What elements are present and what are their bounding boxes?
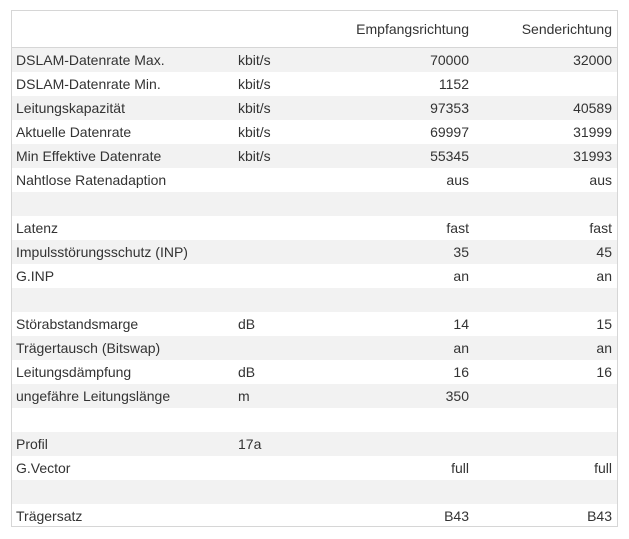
table-row [12, 264, 617, 288]
table-row [12, 312, 617, 336]
row-downstream-value: 55345 [430, 148, 469, 164]
row-downstream-value: 350 [445, 388, 469, 404]
row-unit: dB [238, 364, 256, 380]
row-downstream-value: 70000 [430, 52, 469, 68]
row-upstream-value: an [596, 340, 612, 356]
row-upstream-value: 15 [596, 316, 612, 332]
row-label: Impulsstörungsschutz (INP) [16, 244, 188, 260]
row-downstream-value: full [451, 460, 469, 476]
table-row [12, 216, 617, 240]
row-unit: dB [238, 316, 256, 332]
row-upstream-value: 31993 [573, 148, 612, 164]
row-upstream-value: B43 [587, 508, 612, 524]
row-label: ungefähre Leitungslänge [16, 388, 171, 404]
row-unit: m [238, 388, 250, 404]
row-unit: kbit/s [238, 52, 271, 68]
table-row [12, 408, 617, 432]
row-label: Trägertausch (Bitswap) [16, 340, 161, 356]
table-row [12, 120, 617, 144]
row-unit: 17a [238, 436, 262, 452]
row-downstream-value: fast [446, 220, 469, 236]
row-label: Min Effektive Datenrate [16, 148, 162, 164]
table-row [12, 384, 617, 408]
table-row [12, 480, 617, 504]
row-downstream-value: 35 [453, 244, 469, 260]
row-label: Störabstandsmarge [16, 316, 139, 332]
table-row [12, 504, 617, 528]
table-row [12, 144, 617, 168]
table-row [12, 192, 617, 216]
row-label: G.INP [16, 268, 55, 284]
row-unit: kbit/s [238, 100, 271, 116]
table-row [12, 48, 617, 72]
row-upstream-value: 45 [596, 244, 612, 260]
table-header [12, 11, 617, 48]
row-downstream-value: 1152 [438, 76, 469, 92]
row-downstream-value: 16 [453, 364, 469, 380]
table-row [12, 432, 617, 456]
row-downstream-value: an [453, 340, 469, 356]
row-label: DSLAM-Datenrate Max. [16, 52, 165, 68]
row-downstream-value: aus [446, 172, 469, 188]
row-label: Profil [16, 436, 48, 452]
row-downstream-value: 69997 [430, 124, 469, 140]
row-upstream-value: 16 [596, 364, 612, 380]
row-label: Nahtlose Ratenadaption [16, 172, 167, 188]
table-row [12, 96, 617, 120]
dsl-info-table [11, 10, 618, 527]
row-downstream-value: B43 [444, 508, 469, 524]
table-row [12, 336, 617, 360]
row-downstream-value: an [453, 268, 469, 284]
row-upstream-value: full [594, 460, 612, 476]
row-upstream-value: 32000 [573, 52, 612, 68]
row-label: Leitungskapazität [16, 100, 125, 116]
row-downstream-value: 97353 [430, 100, 469, 116]
table-row [12, 72, 617, 96]
row-upstream-value: aus [589, 172, 612, 188]
row-label: G.Vector [16, 460, 71, 476]
table-row [12, 456, 617, 480]
table-row [12, 288, 617, 312]
table-body [12, 48, 617, 528]
table-row [12, 360, 617, 384]
header-upstream: Senderichtung [521, 21, 612, 37]
row-upstream-value: 31999 [573, 124, 612, 140]
row-downstream-value: 14 [453, 316, 469, 332]
row-upstream-value: an [596, 268, 612, 284]
row-label: Trägersatz [16, 508, 83, 524]
row-unit: kbit/s [238, 76, 271, 92]
row-upstream-value: fast [589, 220, 612, 236]
row-label: Latenz [16, 220, 59, 236]
table-row [12, 168, 617, 192]
row-upstream-value: 40589 [573, 100, 612, 116]
table-row [12, 240, 617, 264]
row-label: DSLAM-Datenrate Min. [16, 76, 161, 92]
row-label: Aktuelle Datenrate [16, 124, 132, 140]
header-downstream: Empfangsrichtung [356, 21, 469, 37]
row-unit: kbit/s [238, 124, 271, 140]
row-label: Leitungsdämpfung [16, 364, 132, 380]
row-unit: kbit/s [238, 148, 271, 164]
